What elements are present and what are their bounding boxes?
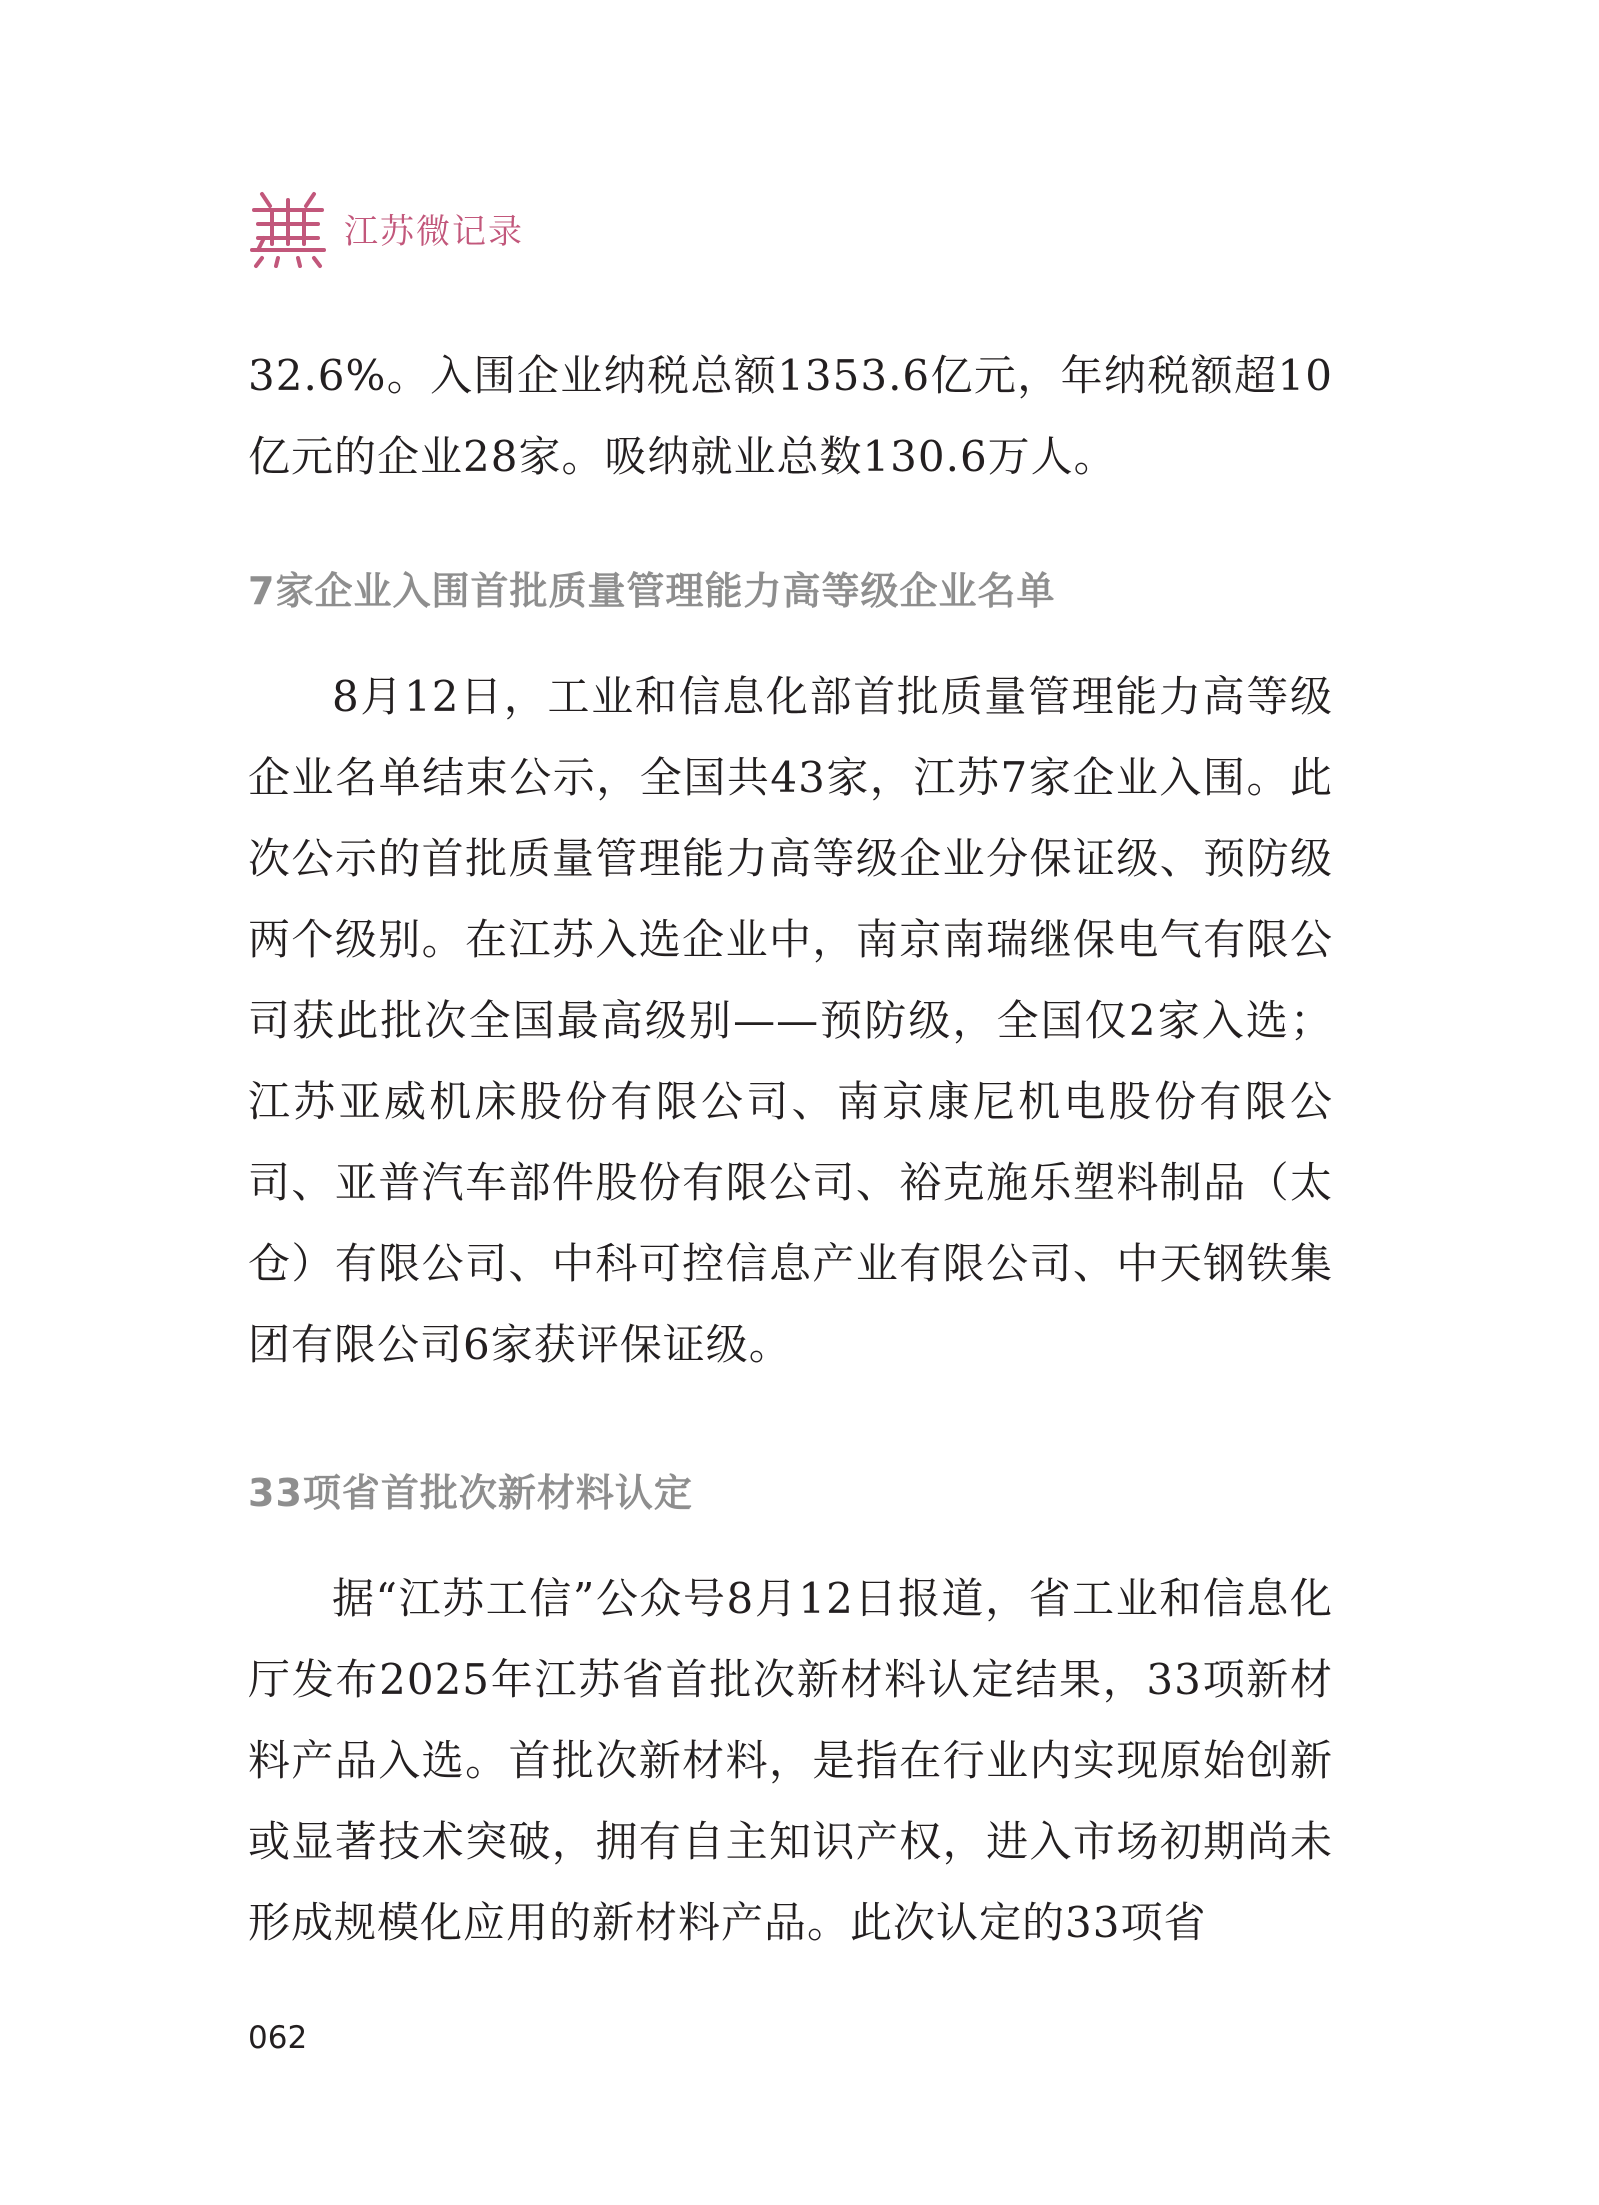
article-body	[248, 335, 1333, 1963]
jiangsu-emblem-icon	[248, 186, 328, 270]
paragraph-new-materials: 据“江苏工信”公众号8月12日报道，省工业和信息化厅发布2025年江苏省首批次新材料认定结果，33项新材料产品入选。首批次新材料，是指在行业内实现原始创新或显著技术突破，拥有自主知识产权，进入市场初期尚未形成规模化应用的新材料产品。此次认定的33项省	[248, 1574, 1333, 1947]
header-title: 江苏微记录	[344, 211, 524, 252]
page-number: 062	[248, 2020, 308, 2056]
section-heading-quality-management: 7家企业入围首批质量管理能力高等级企业名单	[248, 569, 1056, 613]
page-header	[248, 186, 524, 270]
section-heading-new-materials: 33项省首批次新材料认定	[248, 1471, 693, 1515]
paragraph-continued: 32.6%。入围企业纳税总额1353.6亿元，年纳税额超10亿元的企业28家。吸纳就业总数130.6万人。	[248, 351, 1333, 481]
paragraph-quality-management: 8月12日，工业和信息化部首批质量管理能力高等级企业名单结束公示，全国共43家，江苏7家企业入围。此次公示的首批质量管理能力高等级企业分保证级、预防级两个级别。在江苏入选企业中，南京南瑞继保电气有限公司获此批次全国最高级别——预防级，全国仅2家入选；江苏亚威机床股份有限公司、南京康尼机电股份有限公司、亚普汽车部件股份有限公司、裕克施乐塑料制品（太仓）有限公司、中科可控信息产业有限公司、中天钢铁集团有限公司6家获评保证级。	[248, 672, 1333, 1369]
